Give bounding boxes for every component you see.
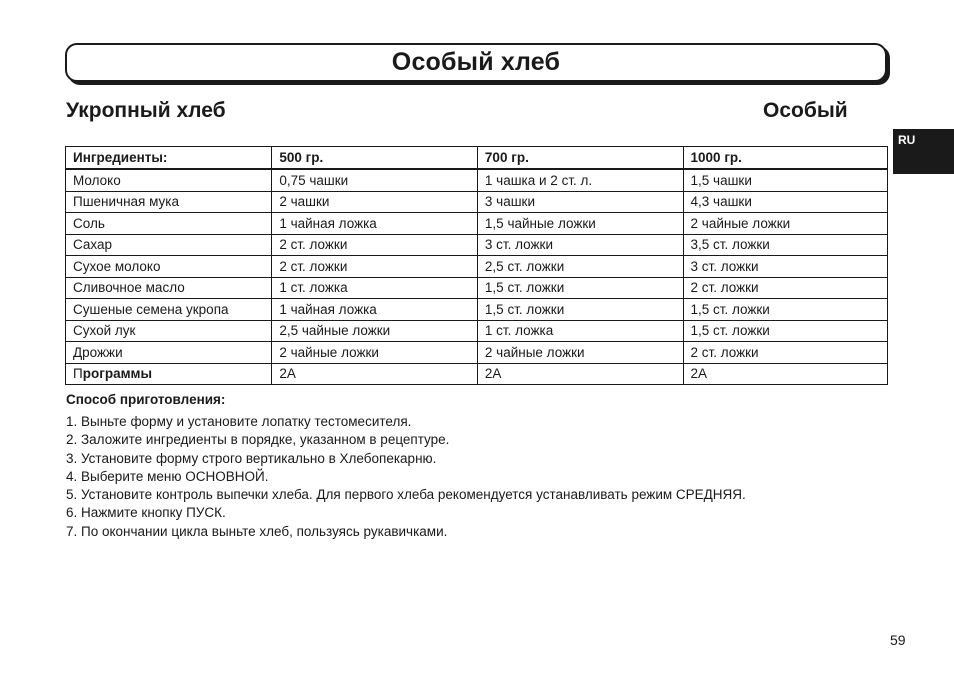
program-value: 2A	[272, 363, 478, 385]
table-cell: 1,5 чашки	[683, 169, 887, 191]
recipe-category: Особый	[763, 99, 848, 122]
table-row	[66, 277, 888, 299]
table-row	[66, 299, 888, 321]
ingredient-name: Сахар	[66, 234, 272, 256]
table-cell: 1 ст. ложка	[272, 277, 478, 299]
method-step: 4. Выберите меню ОСНОВНОЙ.	[66, 468, 269, 484]
method-title: Способ приготовления:	[66, 392, 226, 407]
table-cell: 0,75 чашки	[272, 169, 478, 191]
ingredient-name: Пшеничная мука	[66, 191, 272, 213]
method-step: 2. Заложите ингредиенты в порядке, указанном в рецептуре.	[66, 432, 450, 448]
column-header: 1000 гр.	[683, 147, 887, 170]
table-cell: 3 ст. ложки	[683, 256, 887, 278]
ingredients-table	[65, 146, 888, 385]
table-cell: 3,5 ст. ложки	[683, 234, 887, 256]
program-label-rest: рограммы	[82, 366, 153, 382]
table-cell: 2 ст. ложки	[272, 234, 478, 256]
page-title: Особый хлеб	[391, 48, 561, 76]
table-row	[66, 320, 888, 342]
ingredient-name: Сухой лук	[66, 320, 272, 342]
table-cell: 2 чашки	[272, 191, 478, 213]
table-cell: 2 ст. ложки	[683, 277, 887, 299]
table-row	[66, 256, 888, 278]
method-step: 3. Установите форму строго вертикально в Хлебопекарню.	[66, 450, 437, 466]
table-cell: 1 ст. ложка	[477, 320, 683, 342]
method-steps	[66, 413, 746, 541]
method-step: 5. Установите контроль выпечки хлеба. Для первого хлеба рекомендуется устанавливать режим СРЕДНЯЯ.	[66, 487, 746, 503]
table-cell: 1,5 ст. ложки	[683, 299, 887, 321]
table-row	[66, 342, 888, 364]
ingredient-name: Дрожжи	[66, 342, 272, 364]
language-tab: RU	[893, 129, 954, 174]
ingredient-name: Сливочное масло	[66, 277, 272, 299]
program-label	[66, 363, 272, 385]
table-header-row	[66, 147, 888, 170]
table-cell: 2 ст. ложки	[683, 342, 887, 364]
method-step: 1. Выньте форму и установите лопатку тестомесителя.	[66, 414, 412, 429]
table-cell: 4,3 чашки	[683, 191, 887, 213]
ingredient-name: Сушеные семена укропа	[66, 299, 272, 321]
ingredient-name: Молоко	[66, 169, 272, 191]
page-number: 59	[890, 632, 906, 648]
table-cell: 2,5 чайные ложки	[272, 320, 478, 342]
page-title-box	[65, 43, 887, 82]
table-cell: 1 чайная ложка	[272, 299, 478, 321]
table-cell: 2 чайные ложки	[272, 342, 478, 364]
table-cell: 1,5 ст. ложки	[477, 299, 683, 321]
recipe-name: Укропный хлеб	[66, 99, 226, 122]
program-label-prefix: П	[73, 366, 83, 382]
table-row	[66, 169, 888, 191]
table-cell: 1 чашка и 2 ст. л.	[477, 169, 683, 191]
table-cell: 1,5 ст. ложки	[477, 277, 683, 299]
program-value: 2A	[683, 363, 887, 385]
table-row	[66, 234, 888, 256]
ingredient-name: Соль	[66, 213, 272, 235]
column-header: 500 гр.	[272, 147, 478, 170]
table-cell: 1 чайная ложка	[272, 213, 478, 235]
program-value: 2A	[477, 363, 683, 385]
program-row	[66, 363, 888, 385]
table-cell: 2 ст. ложки	[272, 256, 478, 278]
method-step: 6. Нажмите кнопку ПУСК.	[66, 505, 226, 521]
table-cell: 3 ст. ложки	[477, 234, 683, 256]
column-header: Ингредиенты:	[66, 147, 272, 170]
ingredient-name: Сухое молоко	[66, 256, 272, 278]
table-cell: 2 чайные ложки	[477, 342, 683, 364]
column-header: 700 гр.	[477, 147, 683, 170]
table-cell: 2 чайные ложки	[683, 213, 887, 235]
table-cell: 2,5 ст. ложки	[477, 256, 683, 278]
table-row	[66, 191, 888, 213]
table-cell: 1,5 чайные ложки	[477, 213, 683, 235]
method-step: 7. По окончании цикла выньте хлеб, пользуясь рукавичками.	[66, 523, 448, 539]
table-row	[66, 213, 888, 235]
table-cell: 3 чашки	[477, 191, 683, 213]
table-cell: 1,5 ст. ложки	[683, 320, 887, 342]
